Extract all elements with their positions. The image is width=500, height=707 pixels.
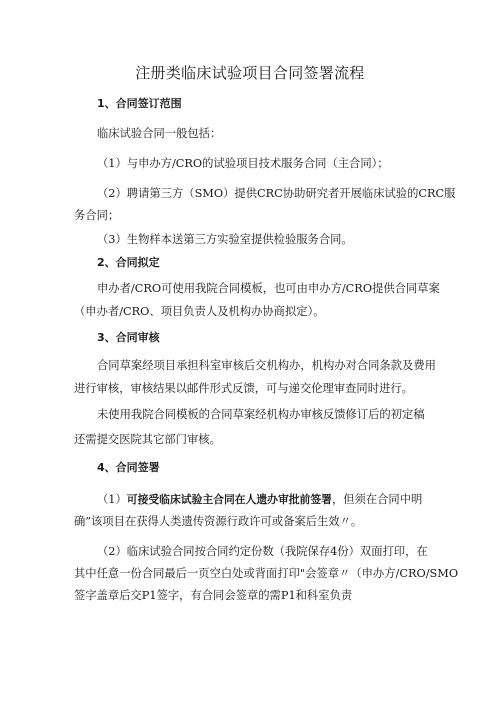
paragraph-line: （2）聘请第三方（SMO）提供CRC协助研究者开展临床试验的CRC服 xyxy=(97,187,456,200)
paragraph-line: 还需提交医院其它部门审核。 xyxy=(74,433,221,446)
section-heading-drafting: 2、合同拟定 xyxy=(97,256,160,269)
paragraph-line: （3）生物样本送第三方实验室提供检验服务合同。 xyxy=(97,233,353,246)
paragraph-line: 进行审核，审核结果以邮件形式反馈，可与递交伦理审查同时进行。 xyxy=(74,382,413,395)
paragraph-line: 临床试验合同一般包括： xyxy=(97,127,222,140)
paragraph-line: （2）临床试验合同按合同约定份数（我院保存4份）双面打印，在 xyxy=(97,545,428,558)
paragraph-line: 合同草案经项目承担科室审核后交机构办，机构办对合同条款及费用 xyxy=(97,359,436,372)
paragraph-line: （1）与申办方/CRO的试验项目技术服务合同（主合同）； xyxy=(97,157,389,170)
paragraph-line: 务合同； xyxy=(74,209,120,222)
emphasis-text: 可接受临床试验主合同在人遗办审批前签署 xyxy=(126,493,332,506)
paragraph-line: （申办者/CRO、项目负责人及机构办协商拟定）。 xyxy=(74,305,325,318)
paragraph-line: 其中任意一份合同最后一页空白处或背面打印"会签章〃（申办方/CRO/SMO xyxy=(74,567,459,580)
paragraph-line: 确”该项目在获得人类遗传资源行政许可或备案后生效〃。 xyxy=(74,515,363,528)
paragraph-line-mixed xyxy=(97,493,422,507)
section-heading-scope: 1、合同签订范围 xyxy=(97,97,182,110)
paragraph-line: 申办者/CRO可使用我院合同模板，也可由申办方/CRO提供合同草案 xyxy=(97,282,440,295)
paragraph-line: 签字盖章后交P1签字，有合同会签章的需P1和科室负责 xyxy=(74,589,353,602)
item-prefix: （1） xyxy=(97,493,127,506)
document-title: 注册类临床试验项目合同签署流程 xyxy=(135,64,365,82)
section-heading-review: 3、合同审核 xyxy=(97,331,160,344)
section-heading-signing: 4、合同签署 xyxy=(97,461,160,474)
paragraph-line: 未使用我院合同模板的合同草案经机构办审核反馈修订后的初定稿 xyxy=(97,408,425,421)
item-text: ，但须在合同中明 xyxy=(331,493,423,506)
